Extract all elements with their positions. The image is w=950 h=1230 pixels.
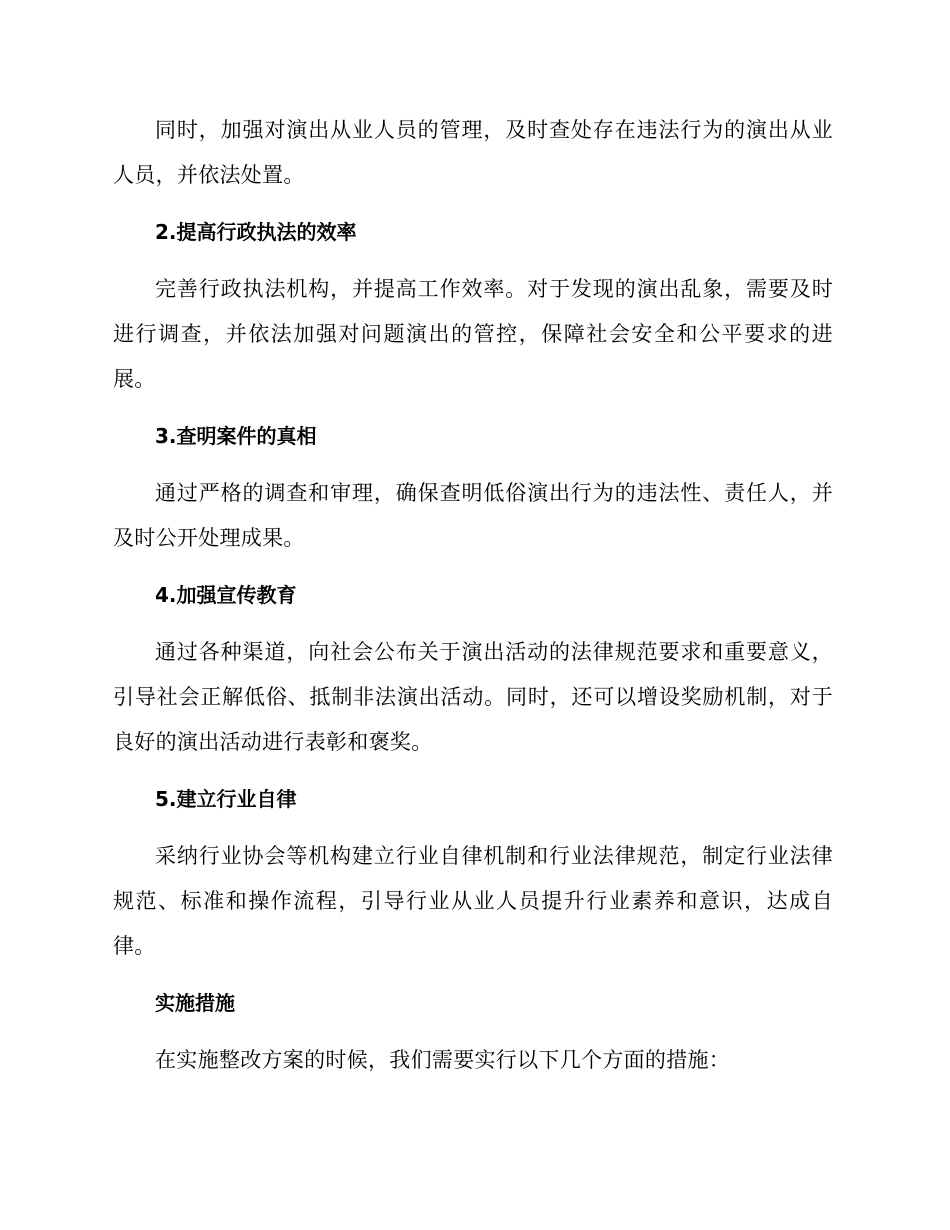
paragraph-publicity-education: 通过各种渠道，向社会公布关于演出活动的法律规范要求和重要意义，引导社会正解低俗、抵制非法演出活动。同时，还可以增设奖励机制，对于良好的演出活动进行表彰和褒奖。 bbox=[113, 640, 833, 754]
section-heading-enforcement-efficiency: 2.提高行政执法的效率 bbox=[155, 220, 357, 244]
paragraph-staff-management: 同时，加强对演出从业人员的管理，及时查处存在违法行为的演出从业人员，并依法处置。 bbox=[113, 118, 833, 187]
section-heading-implementation-measures: 实施措施 bbox=[155, 991, 235, 1015]
paragraph-case-truth: 通过严格的调查和审理，确保查明低俗演出行为的违法性、责任人，并及时公开处理成果。 bbox=[113, 481, 833, 550]
section-heading-publicity-education: 4.加强宣传教育 bbox=[155, 583, 297, 607]
section-heading-industry-self-discipline: 5.建立行业自律 bbox=[155, 787, 297, 811]
paragraph-implementation-measures: 在实施整改方案的时候，我们需要实行以下几个方面的措施： bbox=[155, 1048, 731, 1072]
paragraph-industry-self-discipline: 采纳行业协会等机构建立行业自律机制和行业法律规范，制定行业法律规范、标准和操作流程，引导行业从业人员提升行业素养和意识，达成自律。 bbox=[113, 844, 833, 958]
section-heading-case-truth: 3.查明案件的真相 bbox=[155, 424, 317, 448]
document-body bbox=[113, 108, 833, 1095]
paragraph-enforcement-efficiency: 完善行政执法机构，并提高工作效率。对于发现的演出乱象，需要及时进行调查，并依法加强对问题演出的管控，保障社会安全和公平要求的进展。 bbox=[113, 277, 833, 391]
